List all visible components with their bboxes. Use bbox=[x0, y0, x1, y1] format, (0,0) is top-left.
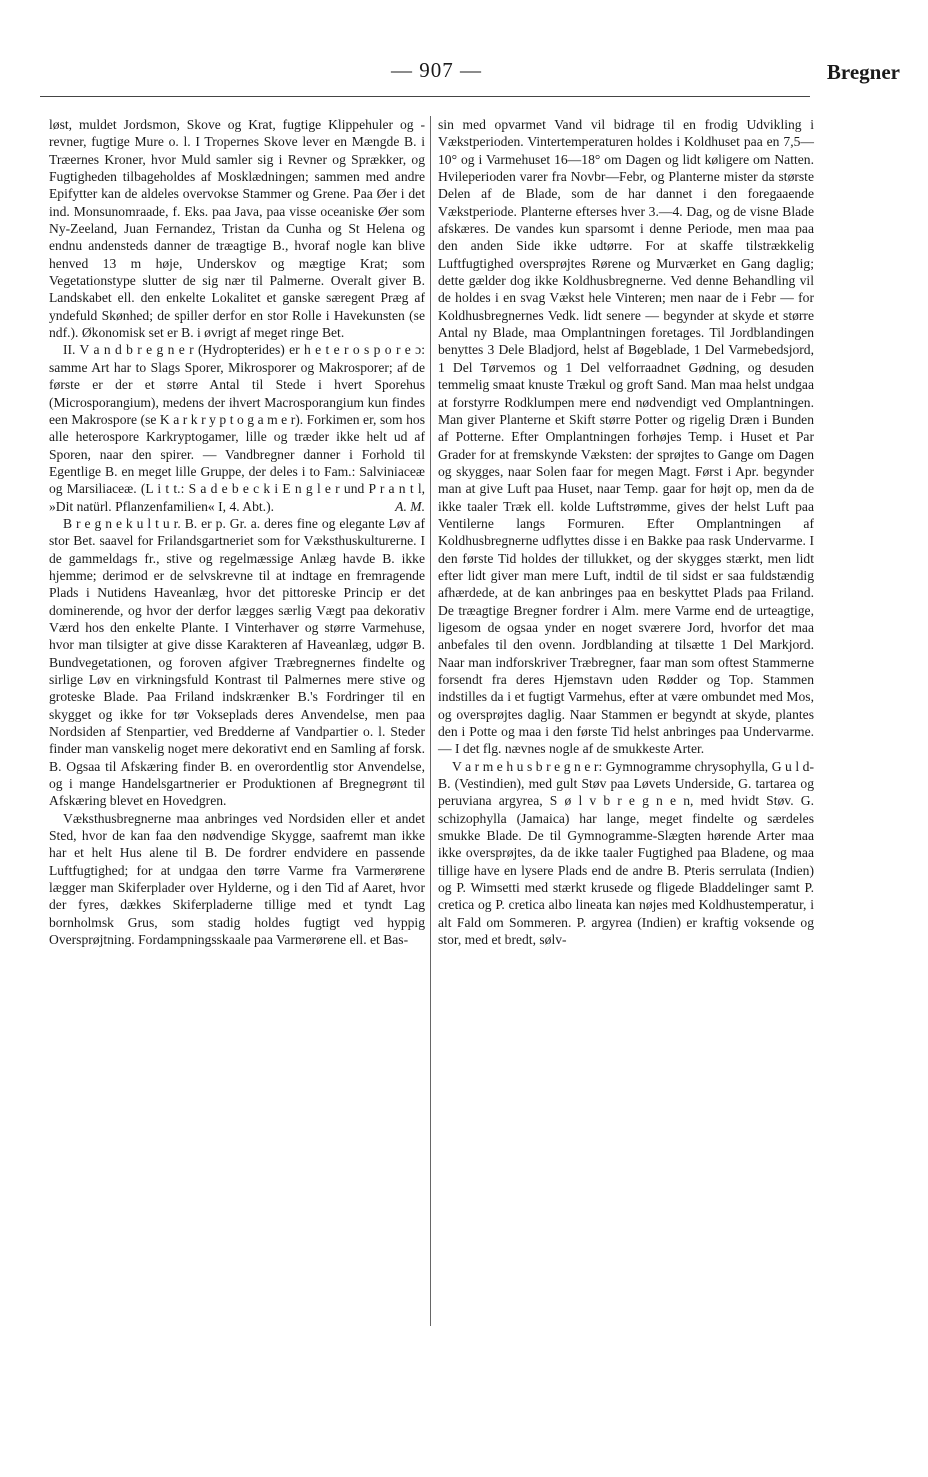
author-signature: A. M. bbox=[395, 498, 425, 514]
paragraph-vandbregner bbox=[49, 341, 425, 514]
left-column bbox=[49, 116, 425, 949]
page-number: — 907 — bbox=[391, 58, 482, 82]
right-column bbox=[438, 116, 814, 949]
running-head: Bregner bbox=[826, 60, 900, 84]
column-divider bbox=[430, 116, 431, 1326]
paragraph-vaeksthusbregner: Væksthusbregnerne maa anbringes ved Nordsiden eller et andet Sted, hvor de kan faa den nødvendige Skygge, saafremt man ikke har et helt Hus alene til B. De fordrer endvidere en passende Luftfugtighed; for at undgaa den tørre Varme fra Varmerørene lægger man Skiferplader over Hylderne, og i den Tid af Aaret, hvor der fyres, dækkes Skiferpladerne tillige med et tyndt Lag bornholmsk Grus, som stadig holdes fugtigt ved hyppig Oversprøjtning. Fordampningsskaale paa Varmerørene ell. et Bas- bbox=[49, 810, 425, 948]
paragraph-varmehusbregner: V a r m e h u s b r e g n e r: Gymnogramme chrysophylla, G u l d-B. (Vestindien), med gult Støv paa Løvets Underside, G. tartarea og peruviana argyrea, S ø l v b r e g n e n, med hvidt Støv. G. schizophylla (Jamaica) har lange, meget findelte og særdeles smukke Blade. De til Gymnogramme-Slægten hørende Arter maa ikke oversprøjtes, da de ikke taaler Fugtighed paa Bladene, og maa tillige have en lysere Plads end de andre B. Pteris serrulata (Indien) og P. Wimsetti med stærkt krusede og fligede Bladdelinger samt P. cretica og P. cretica albo lineata kan nøjes med Koldhustemperatur, i alt Fald om Sommeren. P. argyrea (Indien) er kraftig voksende og stor, med et bredt, sølv- bbox=[438, 758, 814, 948]
paragraph-text: II. V a n d b r e g n e r (Hydropterides) er h e t e r o s p o r e ɔ: samme Art har to Slags Sporer, Mikrosporer og Makrosporer; af de første er der et større Antal til Stede i hvert Sporehus (Microsporangium), medens der ihvert Macrosporangium kun findes een Makrospore (se K a r k r y p t o g a m e r). Forkimen er, som hos alle heterospore Karkryptogamer, lille og træder ikke helt ud af Sporen, naar den spirer. — Vandbregner danner i Forhold til Egentlige B. en meget lille Gruppe, der deles i to Fam.: Salviniaceæ og Marsiliaceæ. (L i t t.: S a d e b e c k i E n g l e r und P r a n t l, »Dit natürl. Pflanzenfamilien« I, 4. Abt.). bbox=[49, 342, 425, 514]
paragraph-continued: sin med opvarmet Vand vil bidrage til en frodig Udvikling i Vækstperioden. Vintertemperaturen holdes i Koldhuset paa en 7,5—10° og i Varmehuset 16—18° om Dagen og lidt køligere om Natten. Hvileperioden varer fra Novbr—Febr, og Planterne mister da største Delen af de Blade, som de har dannet i den foregaaende Vækstperiode. Planterne efterses hver 3.—4. Dag, og de visne Blade afskæres. De vandes kun sparsomt i denne Periode, men maa paa den anden Side ikke udtørre. For at skaffe tilstrækkelig Luftfugtighed oversprøjtes Rørene og Murværket en Gang daglig; dette gælder dog ikke Koldhusbregnerne. Ved denne Behandling vil de holdes i en svag Vækst hele Vinteren; men naar de i Febr — for Koldhusbregnernes Vedk. lidt senere — begynder at skyde et større Antal ny Blade, maa Omplantningen foretages. Til Jordblandingen benyttes 3 Dele Bladjord, helst af Bøgeblade, 1 Del Varmebedsjord, 1 Del Tørvemos og 1 Del velforraadnet Gødning, og desuden temmelig smaat knuste Trækul og groft Sand. Man maa helst undgaa at forstyrre Rodklumpen mere end nødvendigt ved Omplantningen. Man giver Planterne et Skift større Potter og rigelig Dræn i Bunden af Potterne. Efter Omplantningen forhøjes Temp. i Huset et Par Grader for at fremskynde Væksten: der sprøjtes to Gange om Dagen og skygges, naar Solen faar for megen Magt. Først i Apr. begynder man at give Luft paa Huset, naar Temp. gaar for højt op, men da de ikke taaler Træk ell. kolde Luftstrømme, gives der helst Luft paa Ventilerne langs Formuren. Efter Omplantningen af Koldhusbregnerne udflyttes disse i en Bakke paa rask Undervarme. I den første Tid holdes der tillukket, og der skygges stærkt, men lidt efter lidt giver man mere Luft, indtil de til sidst er saa fuldstændig afhærdede, at de kan anbringes paa en beskyttet Plads paa Friland. De træagtige Bregner fordrer i Alm. mere Varme end de urteagtige, ligesom de ogsaa ynder en noget sværere Jord, hvorfor det maa anbefales til den ovenn. Jordblanding at tilsætte 1 Del Markjord. Naar man indforskriver Træbregner, faar man som oftest Stammerne forsendt fra deres Hjemstavn uden Rødder og Top. Stammen indstilles da i et fugtigt Varmehus, efter at være ombundet med Mos, og oversprøjtes daglig. Naar Stammen er begyndt at skyde, plantes den i Potte og maa i den første Tid helst anbringes paa Undervarme. — I det flg. nævnes nogle af de smukkeste Arter. bbox=[438, 117, 814, 757]
page-header bbox=[26, 58, 900, 92]
paragraph-habitat: løst, muldet Jordsmon, Skove og Krat, fugtige Klippehuler og -revner, fugtige Mure o. l. I Tropernes Skove lever en Mængde B. i Træernes Kroner, hvor Muld samler sig i Revner og Sprækker, og Fugtigheden tilbageholdes af Mosklædningen; sammen med andre Epifytter kan de aldeles overvokse Stammer og Grene. Paa Øer i det ind. Monsunomraade, f. Eks. paa Java, paa visse oceaniske Øer som Ny-Zeeland, Juan Fernandez, Tristan da Cunha og St Helena og endnu andensteds danner de træagtige B., hvoraf nogle kan blive henved 13 m høje, Underskov og mægtige Krat; som Vegetationstype slutter de sig nær til Palmerne. Overalt giver B. Landskabet ell. den enkelte Lokalitet et ganske særegent Præg af yndefuld Skønhed; de spiller derfor en stor Rolle i Havekunsten (se ndf.). Økonomisk set er B. i øvrigt af meget ringe Bet. bbox=[49, 117, 425, 341]
paragraph-bregnekultur: B r e g n e k u l t u r. B. er p. Gr. a. deres fine og elegante Løv af stor Bet. saavel for Frilandsgartneriet som for Væksthuskulturerne. I de gammeldags fr., stive og regelmæssige Anlæg havde B. ikke hjemme; derimod er de selvskrevne til at indtage en fremragende Plads i Nutidens Haveanlæg, hvor det pittoreske Princip er det dominerende, og hvor der derfor lægges særlig Vægt paa dekorativ Værd hos den enkelte Plante. I Vinterhaver og større Varmehuse, hvor man tilsigter at give disse Karakteren af Haveanlæg, udgør B. Bundvegetationen, og foroven afgiver Træbregnernes findelte og sirlige Løv en virkningsfuld Kontrast til Palmernes mere stive og groteske Blade. Paa Friland indskrænker B.'s Fordringer til en skygget og ikke for tør Vokseplads deres Anvendelse, men paa Nordsiden af Stenpartier, ved Bredderne af Vandpartier o. l. Steder finder man vanskelig noget mere dekorativt end en Samling af forsk. B. Ogsaa til Afskæring finder B. en overordentlig stor Anvendelse, og i mange Handelsgartnerier er Produktionen af Bregnegrønt til Afskæring blevet en Hovedgren. bbox=[49, 515, 425, 809]
header-rule bbox=[40, 96, 810, 97]
